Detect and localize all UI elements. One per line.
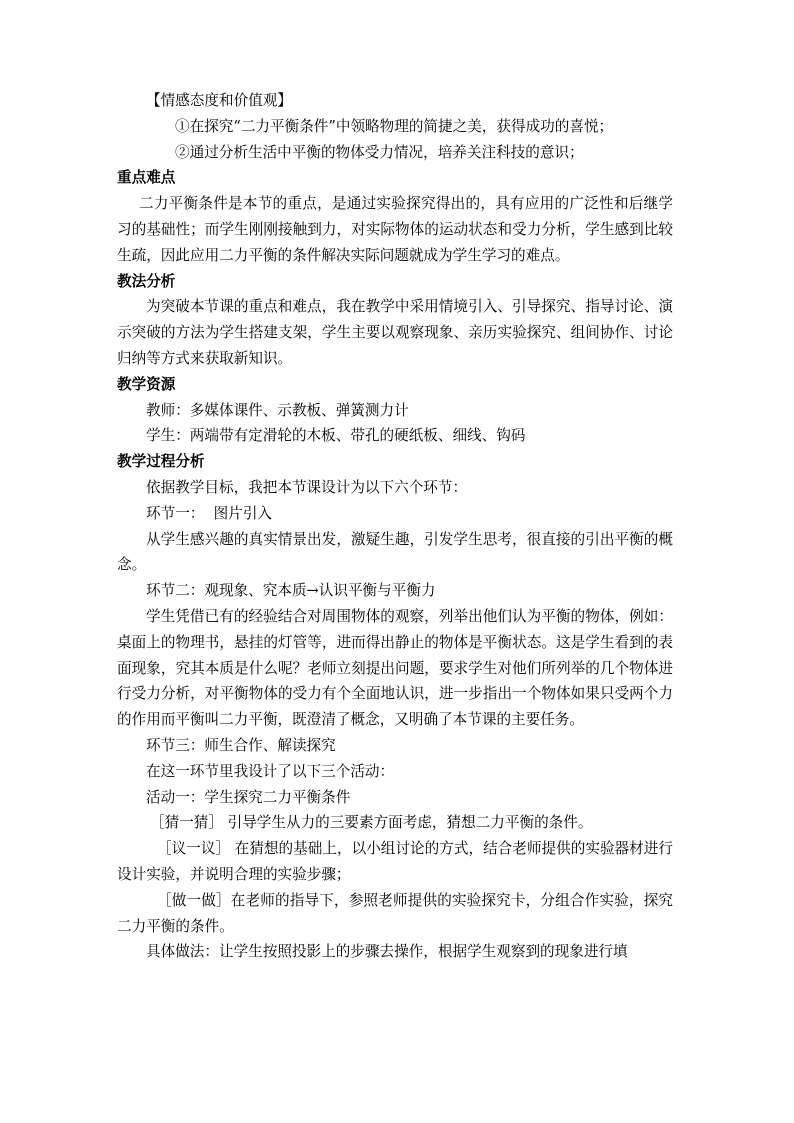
key-points-body: 二力平衡条件是本节的重点，是通过实验探究得出的，具有应用的广泛性和后继学习的基础性；而学生刚刚接触到力，对实际物体的运动状态和受力分析，学生感到比较生疏，因此应用二力平衡的条件解决实际问题就成为学生学习的难点。 — [117, 195, 673, 264]
step1-title: 环节一： 图片引入 — [146, 504, 273, 522]
guess-step: ［猜一猜］ 引导学生从力的三要素方面考虑，猜想二力平衡的条件。 — [150, 814, 593, 832]
key-points-heading: 重点难点 — [117, 169, 176, 187]
resources-teacher: 教师：多媒体课件、示教板、弹簧测力计 — [146, 401, 409, 419]
step3-title: 环节三：师生合作、解读探究 — [146, 736, 336, 754]
do-step: ［做一做］在老师的指导下，参照老师提供的实验探究卡，分组合作实验，探究二力平衡的条件。 — [117, 891, 673, 935]
activity1-title: 活动一：学生探究二力平衡条件 — [146, 788, 351, 806]
discuss-step: ［议一议］ 在猜想的基础上，以小组讨论的方式，结合老师提供的实验器材进行设计实验，并说明合理的实验步骤； — [117, 840, 673, 883]
step2-title: 环节二：观现象、究本质→认识平衡与平衡力 — [146, 582, 436, 600]
step3-intro: 在这一环节里我设计了以下三个活动： — [146, 762, 395, 780]
process-intro: 依据教学目标，我把本节课设计为以下六个环节： — [146, 478, 468, 496]
method-heading: 教法分析 — [117, 272, 176, 290]
resources-student: 学生：两端带有定滑轮的木板、带孔的硬纸板、细线、钩码 — [146, 427, 526, 445]
process-heading: 教学过程分析 — [117, 453, 205, 471]
step2-body: 学生凭借已有的经验结合对周围物体的观察，列举出他们认为平衡的物体，例如：桌面上的物理书，悬挂的灯管等，进而得出静止的物体是平衡状态。这是学生看到的表面现象，究其本质是什么呢？老师立刻提出问题，要求学生对他们所列举的几个物体进行受力分析，对平衡物体的受力有个全面地认识，进一步指出一个物体如果只受两个力的作用而平衡叫二力平衡，既澄清了概念，又明确了本节课的主要任务。 — [117, 607, 673, 729]
values-item-2: ②通过分析生活中平衡的物体受力情况，培养关注科技的意识； — [175, 143, 584, 161]
step1-body: 从学生感兴趣的真实情景出发，激疑生趣，引发学生思考，很直接的引出平衡的概念。 — [117, 530, 673, 574]
resources-heading: 教学资源 — [117, 375, 176, 393]
values-item-1: ①在探究“二力平衡条件”中领略物理的简捷之美，获得成功的喜悦； — [175, 117, 614, 135]
values-label: 【情感态度和价值观】 — [146, 92, 292, 109]
method-body: 为突破本节课的重点和难点，我在教学中采用情境引入、引导探究、指导讨论、演示突破的方法为学生搭建支架，学生主要以观察现象、亲历实验探究、组间协作、讨论归纳等方式来获取新知识。 — [117, 298, 673, 367]
practice-text: 具体做法：让学生按照投影上的步骤去操作，根据学生观察到的现象进行填 — [146, 943, 628, 961]
document-body — [117, 88, 673, 965]
